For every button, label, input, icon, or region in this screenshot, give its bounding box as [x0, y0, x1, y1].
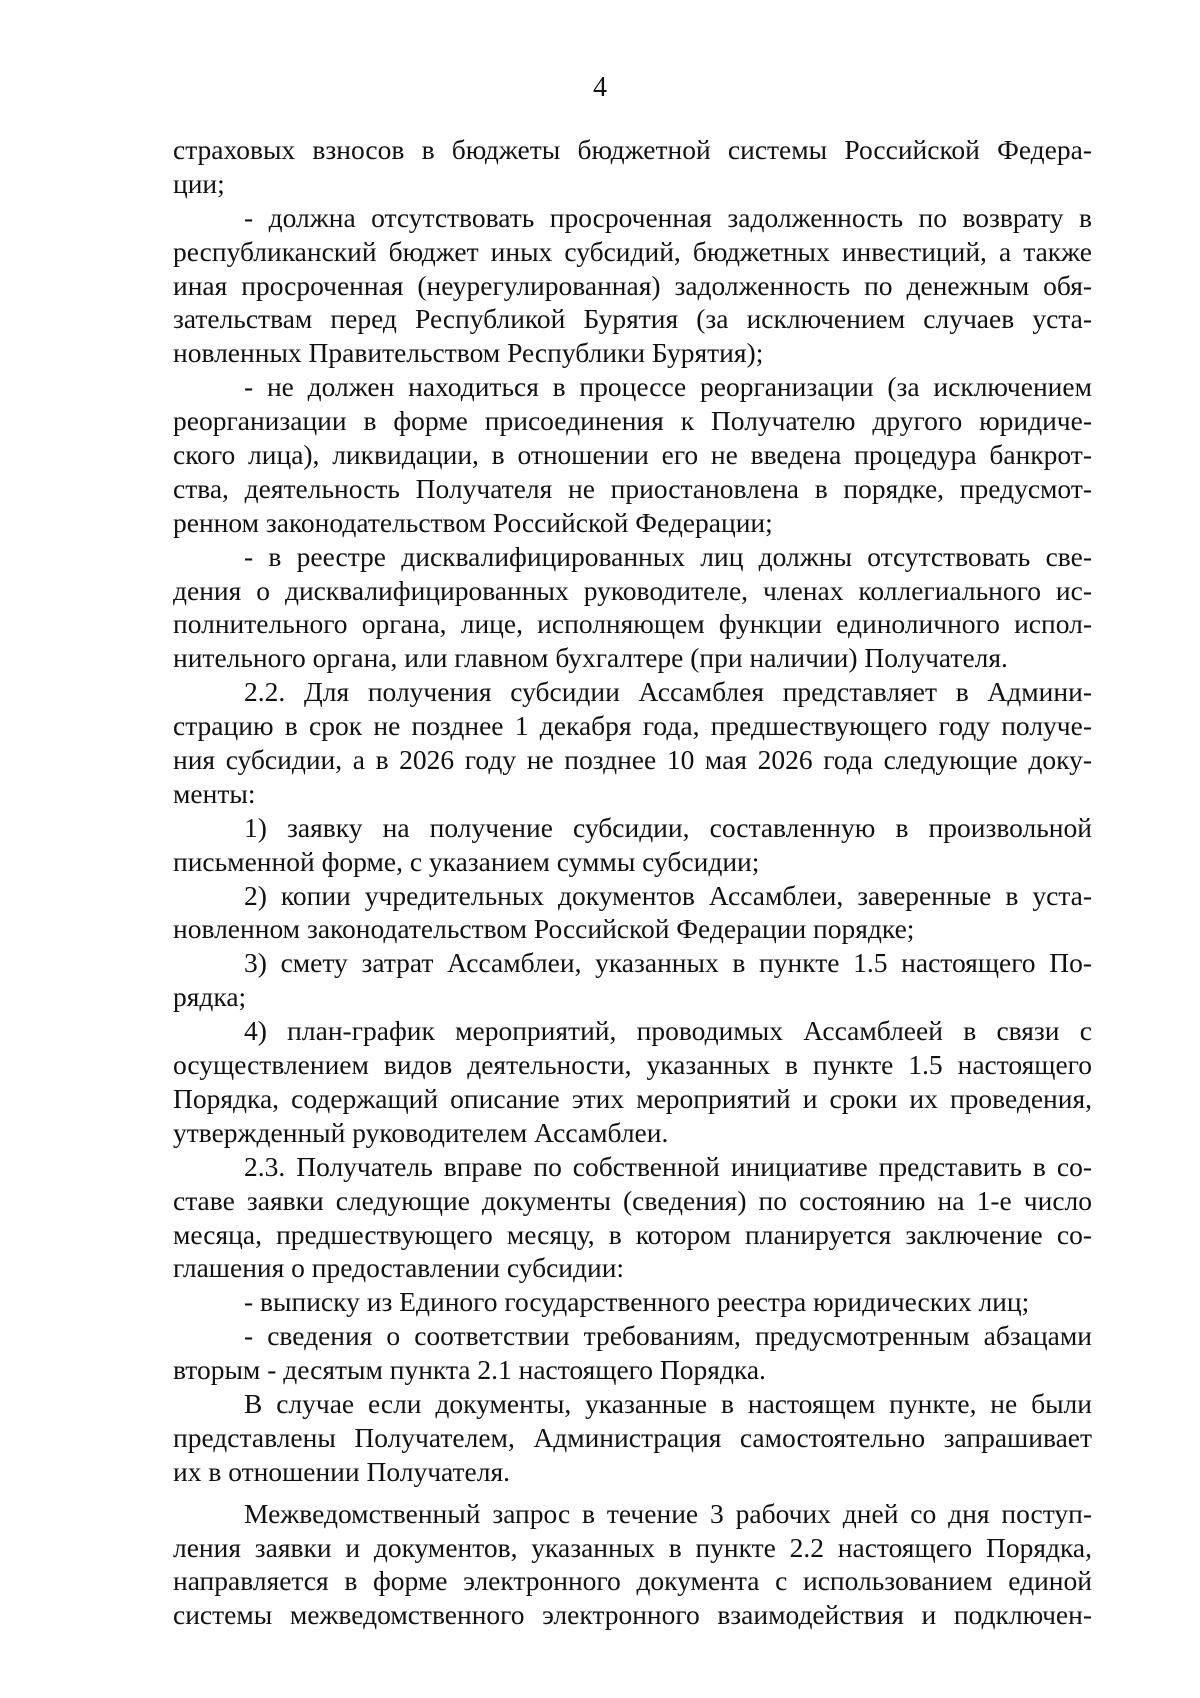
paragraph-gap: [173, 1489, 1092, 1497]
text-line: осуществлением видов деятельности, указанных в пункте 1.5 настоящего: [173, 1049, 1092, 1081]
text-line: - сведения о соответствии требованиям, предусмотренным абзацами: [244, 1320, 1092, 1352]
text-line: - не должен находиться в процессе реорганизации (за исключением: [244, 371, 1092, 403]
text-line: 2.3. Получатель вправе по собственной инициативе представить в со-: [244, 1150, 1092, 1182]
text-line: письменной форме, с указанием суммы субсидии;: [173, 845, 760, 877]
text-line: Межведомственный запрос в течение 3 рабочих дней со дня поступ-: [244, 1497, 1092, 1529]
text-line: вторым - десятым пункта 2.1 настоящего Порядка.: [173, 1354, 766, 1386]
text-line: Порядка, содержащий описание этих мероприятий и сроки их проведения,: [173, 1082, 1092, 1114]
text-line: 1) заявку на получение субсидии, составленную в произвольной: [244, 811, 1092, 843]
page-number: 4: [593, 72, 607, 103]
text-line: нительного органа, или главном бухгалтере (при наличии) Получателя.: [173, 642, 1008, 674]
text-line: 2) копии учредительных документов Ассамблеи, заверенные в уста-: [244, 879, 1092, 911]
text-line: полнительного органа, лице, исполняющем функции единоличного испол-: [173, 608, 1092, 640]
text-line: 4) план-график мероприятий, проводимых Ассамблеей в связи с: [244, 1015, 1092, 1047]
text-line: новленных Правительством Республики Бурятия);: [173, 337, 764, 369]
text-line: ренном законодательством Российской Федерации;: [173, 506, 773, 538]
text-line: ния субсидии, а в 2026 году не позднее 10 мая 2026 года следующие доку-: [173, 744, 1092, 776]
text-line: ставе заявки следующие документы (сведения) по состоянию на 1-е число: [173, 1184, 1092, 1216]
text-line: реорганизации в форме присоединения к Получателю другого юридиче-: [173, 405, 1092, 437]
text-line: месяца, предшествующего месяцу, в котором планируется заключение со-: [173, 1218, 1092, 1250]
text-line: рядка;: [173, 981, 247, 1013]
text-line: их в отношении Получателя.: [173, 1455, 510, 1487]
text-line: ского лица), ликвидации, в отношении его не введена процедура банкрот-: [173, 439, 1092, 471]
text-line: страцию в срок не позднее 1 декабря года, предшествующего году получе-: [173, 710, 1092, 742]
text-line: ства, деятельность Получателя не приостановлена в порядке, предусмот-: [173, 472, 1092, 504]
text-line: глашения о предоставлении субсидии:: [173, 1252, 625, 1284]
text-line: представлены Получателем, Администрация самостоятельно запрашивает: [173, 1421, 1092, 1453]
text-line: направляется в форме электронного документа с использованием единой: [173, 1565, 1092, 1597]
text-line: - в реестре дисквалифицированных лиц должны отсутствовать све-: [244, 540, 1092, 572]
text-line: менты:: [173, 777, 256, 809]
text-line: системы межведомственного электронного взаимодействия и подключен-: [173, 1599, 1092, 1631]
text-line: дения о дисквалифицированных руководителе, членах коллегиального ис-: [173, 574, 1092, 606]
text-line: - выписку из Единого государственного реестра юридических лиц;: [244, 1286, 1030, 1318]
text-line: - должна отсутствовать просроченная задолженность по возврату в: [244, 201, 1092, 233]
text-line: новленном законодательством Российской Федерации порядке;: [173, 913, 915, 945]
text-line: зательствам перед Республикой Бурятия (за исключением случаев уста-: [173, 303, 1092, 335]
text-line: 2.2. Для получения субсидии Ассамблея представляет в Админи-: [244, 676, 1092, 708]
text-line: республиканский бюджет иных субсидий, бюджетных инвестиций, а также: [173, 235, 1092, 267]
text-line: иная просроченная (неурегулированная) задолженность по денежным обя-: [173, 269, 1092, 301]
document-body: [173, 133, 1092, 1632]
text-line: утвержденный руководителем Ассамблеи.: [173, 1116, 669, 1148]
text-line: страховых взносов в бюджеты бюджетной системы Российской Федера-: [173, 134, 1092, 165]
text-line: ления заявки и документов, указанных в пункте 2.2 настоящего Порядка,: [173, 1531, 1092, 1563]
text-line: В случае если документы, указанные в настоящем пункте, не были: [244, 1387, 1092, 1419]
text-line: 3) смету затрат Ассамблеи, указанных в пункте 1.5 настоящего По-: [244, 947, 1092, 979]
text-line: ции;: [173, 167, 225, 199]
